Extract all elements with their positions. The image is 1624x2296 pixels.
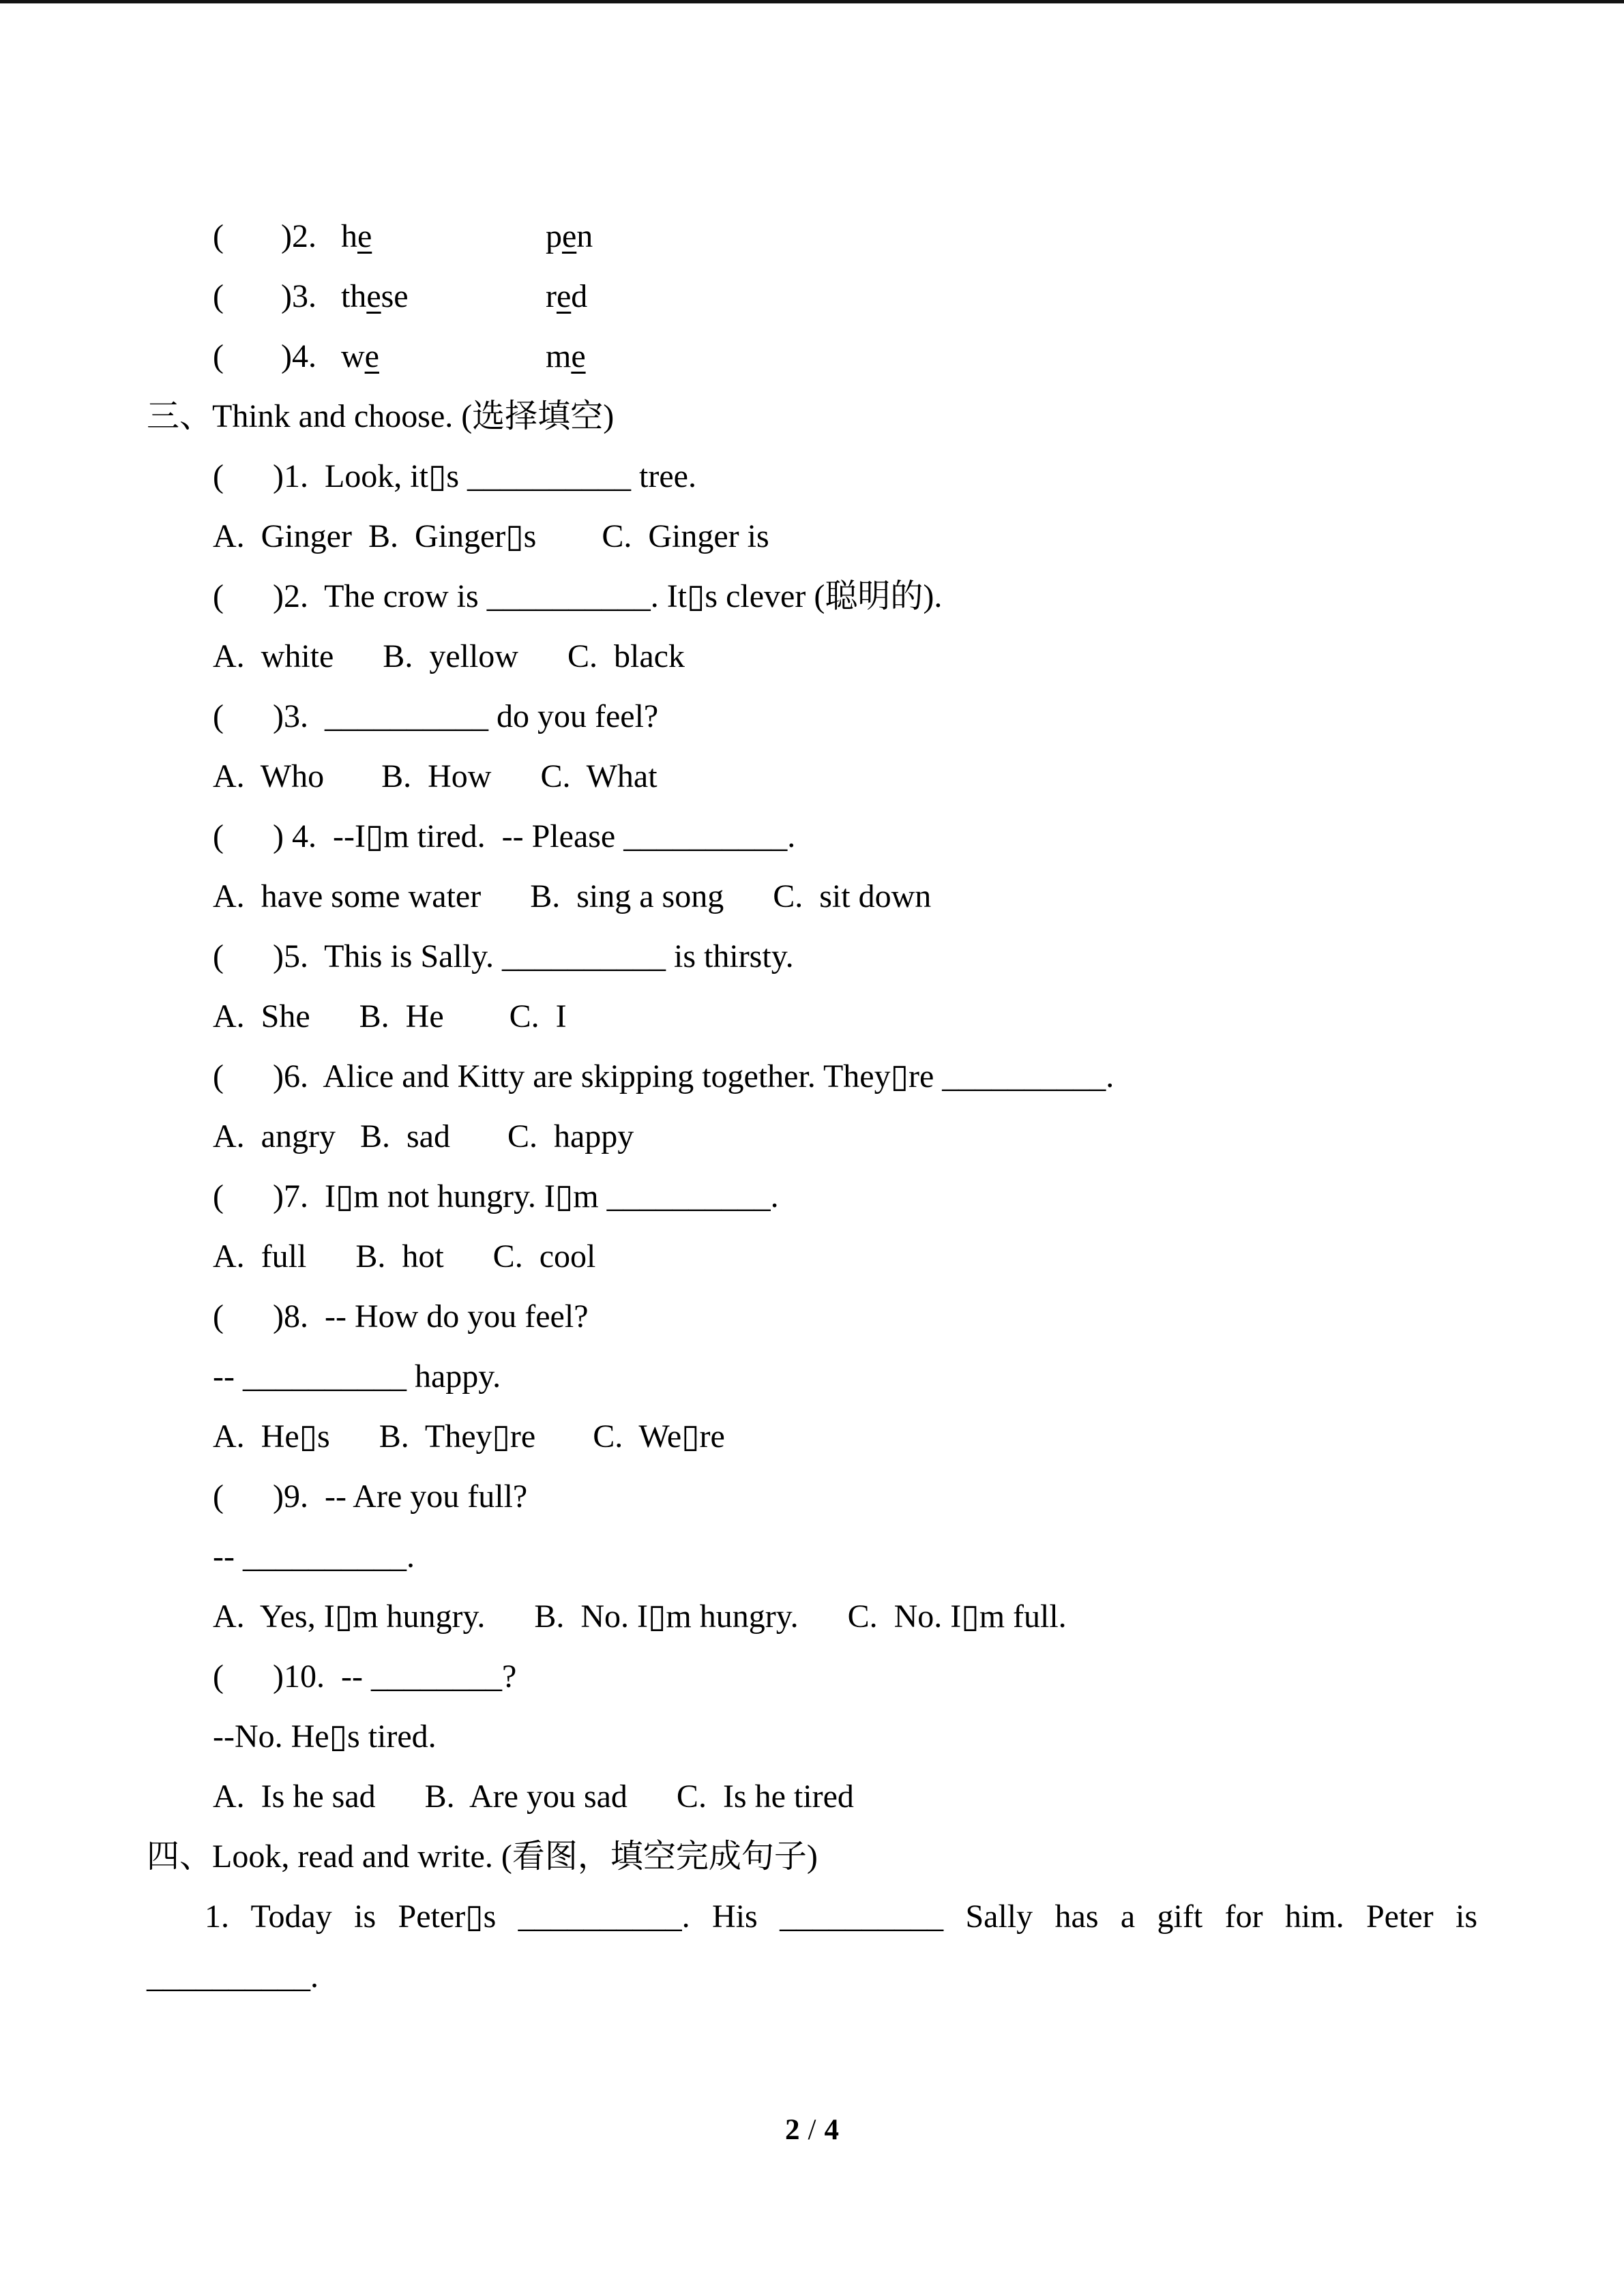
matching-word-left bbox=[341, 207, 546, 267]
matching-word-right bbox=[546, 278, 587, 314]
question-line-1: ( )1. Look, it▯s __________ tree. bbox=[213, 458, 696, 494]
answer-blank-line-9: -- __________. bbox=[213, 1538, 415, 1575]
page-footer bbox=[0, 2108, 1624, 2152]
word-part: th bbox=[340, 278, 367, 314]
options-line-2: A. white B. yellow C. black bbox=[213, 638, 685, 674]
question-line-6: ( )6. Alice and Kitty are skipping together. They▯re __________. bbox=[213, 1058, 1114, 1094]
matching-word-right bbox=[546, 338, 586, 374]
underlined-letter: e bbox=[366, 278, 381, 314]
word-part: d bbox=[571, 278, 588, 314]
question-line-4: ( ) 4. --I▯m tired. -- Please __________. bbox=[213, 818, 796, 854]
answer-paren-label: ( )4. bbox=[213, 338, 341, 374]
answer-blank-line-8: -- __________ happy. bbox=[213, 1358, 501, 1395]
options-line-9: A. Yes, I▯m hungry. B. No. I▯m hungry. C. No. I▯m full. bbox=[213, 1598, 1067, 1635]
question-line-3: ( )3. __________ do you feel? bbox=[213, 698, 659, 734]
options-line-3: A. Who B. How C. What bbox=[213, 758, 658, 794]
question-line-10: ( )10. -- ________? bbox=[213, 1658, 517, 1695]
matching-row bbox=[147, 267, 1477, 327]
options-line-4: A. have some water B. sing a song C. sit down bbox=[213, 878, 932, 914]
section4-heading: 四、Look, read and write. (看图，填空完成句子) bbox=[147, 1838, 818, 1875]
question-line-9: ( )9. -- Are you full? bbox=[213, 1478, 528, 1515]
page-number-separator: / bbox=[808, 2114, 816, 2146]
answer-blank-line-10: --No. He▯s tired. bbox=[213, 1718, 437, 1755]
matching-word-left bbox=[341, 267, 546, 327]
matching-word-left bbox=[341, 327, 546, 387]
page-number-total: 4 bbox=[824, 2114, 839, 2146]
answer-paren-label: ( )2. bbox=[213, 218, 341, 254]
word-part: n bbox=[576, 218, 593, 254]
question-line-2: ( )2. The crow is __________. It▯s clever (聪明的). bbox=[213, 578, 943, 614]
word-part: se bbox=[381, 278, 409, 314]
page-top-border bbox=[0, 0, 1624, 3]
matching-row bbox=[147, 207, 1477, 267]
question-line-8: ( )8. -- How do you feel? bbox=[213, 1298, 589, 1335]
options-line-6: A. angry B. sad C. happy bbox=[213, 1118, 634, 1154]
options-line-5: A. She B. He C. I bbox=[213, 998, 567, 1034]
answer-paren-label: ( )3. bbox=[213, 278, 341, 314]
options-line-10: A. Is he sad B. Are you sad C. Is he tired bbox=[213, 1778, 854, 1815]
options-line-8: A. He▯s B. They▯re C. We▯re bbox=[213, 1418, 725, 1455]
underlined-letter: e bbox=[364, 338, 379, 374]
worksheet-page bbox=[147, 207, 1477, 2007]
matching-word-right bbox=[546, 218, 593, 254]
word-part: p bbox=[545, 218, 562, 254]
question-line-5: ( )5. This is Sally. __________ is thirsty. bbox=[213, 938, 794, 974]
page-number-current: 2 bbox=[785, 2114, 800, 2146]
underlined-letter: e bbox=[357, 218, 372, 254]
word-part: m bbox=[545, 338, 572, 374]
paragraph-line-1: 1. Today is Peter▯s __________. His __________ Sally has a gift for him. Peter is bbox=[205, 1898, 1477, 1935]
underlined-letter: e bbox=[556, 278, 572, 314]
options-line-1: A. Ginger B. Ginger▯s C. Ginger is bbox=[213, 518, 769, 554]
matching-row bbox=[147, 327, 1477, 387]
paragraph-line-2: __________. bbox=[147, 1958, 319, 1995]
options-line-7: A. full B. hot C. cool bbox=[213, 1238, 596, 1274]
question-line-7: ( )7. I▯m not hungry. I▯m __________. bbox=[213, 1178, 779, 1214]
underlined-letter: e bbox=[561, 218, 577, 254]
word-part: h bbox=[340, 218, 357, 254]
word-part: w bbox=[340, 338, 365, 374]
section3-heading: 三、Think and choose. (选择填空) bbox=[147, 398, 615, 434]
word-part: r bbox=[545, 278, 557, 314]
underlined-letter: e bbox=[571, 338, 586, 374]
